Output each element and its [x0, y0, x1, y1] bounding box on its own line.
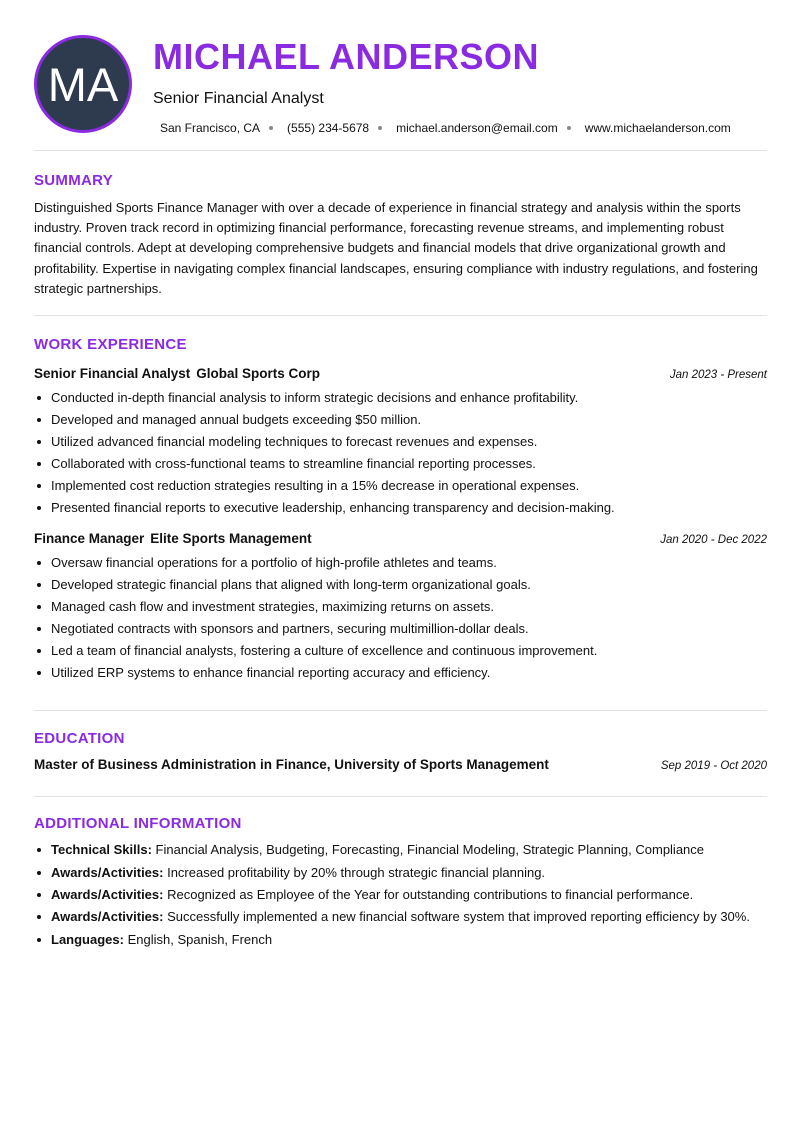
contact-location-text: San Francisco, CA [160, 121, 261, 135]
education-section [34, 711, 767, 797]
additional-list [34, 840, 767, 950]
list-item: Managed cash flow and investment strategies, maximizing returns on assets. [34, 596, 767, 618]
list-item: Oversaw financial operations for a portfolio of high-profile athletes and teams. [34, 552, 767, 574]
item-label: Awards/Activities: [51, 886, 164, 902]
list-item [34, 907, 767, 927]
job-dates: Jan 2020 - Dec 2022 [660, 533, 767, 546]
list-item: Presented financial reports to executive leadership, enhancing transparency and decision-making. [34, 497, 767, 519]
job-header [34, 531, 767, 546]
job-role: Finance Manager [34, 530, 145, 546]
candidate-title: Senior Financial Analyst [153, 90, 324, 107]
resume-header [34, 0, 767, 151]
contact-phone [287, 121, 396, 135]
education-degree: Master of Business Administration in Finance, University of Sports Management [34, 757, 549, 773]
list-item [34, 885, 767, 905]
summary-heading: SUMMARY [34, 172, 114, 189]
summary-text: Distinguished Sports Finance Manager with over a decade of experience in financial strategy and analysis within the sports industry. Proven track record in optimizing financial performance, forecasting revenue streams, and implementing robust financial controls. Adept at developing comprehensive budgets and financial models that drive organizational growth and profitability. Expertise in navigating complex financial landscapes, ensuring compliance with industry regulations, and fostering strategic partnerships. [34, 200, 758, 296]
job-entry [34, 531, 767, 685]
job-dates: Jan 2023 - Present [669, 369, 767, 382]
item-text: Successfully implemented a new financial software system that improved reporting efficiency by 30%. [167, 909, 750, 925]
job-bullets [34, 552, 767, 685]
job-company: Global Sports Corp [196, 366, 321, 382]
list-item: Led a team of financial analysts, fostering a culture of excellence and continuous improvement. [34, 640, 767, 662]
list-item: Utilized advanced financial modeling techniques to forecast revenues and expenses. [34, 431, 767, 453]
contact-website [585, 121, 731, 135]
list-item: Collaborated with cross-functional teams to streamline financial reporting processes. [34, 453, 767, 475]
item-label: Awards/Activities: [51, 909, 164, 925]
list-item: Conducted in-depth financial analysis to inform strategic decisions and enhance profitability. [34, 387, 767, 409]
item-text: Increased profitability by 20% through strategic financial planning. [167, 864, 546, 880]
separator-dot-icon [567, 126, 571, 130]
list-item: Developed and managed annual budgets exceeding $50 million. [34, 409, 767, 431]
job-title [34, 366, 320, 381]
job-role: Senior Financial Analyst [34, 366, 191, 382]
contact-info [160, 121, 731, 135]
contact-phone-text: (555) 234-5678 [287, 121, 370, 135]
separator-dot-icon [269, 126, 273, 130]
list-item: Utilized ERP systems to enhance financial reporting accuracy and efficiency. [34, 662, 767, 684]
job-bullets [34, 387, 767, 520]
item-text: English, Spanish, French [127, 931, 273, 947]
list-item: Implemented cost reduction strategies resulting in a 15% decrease in operational expenses. [34, 475, 767, 497]
item-label: Awards/Activities: [51, 864, 164, 880]
item-text: Recognized as Employee of the Year for outstanding contributions to financial performance. [167, 886, 694, 902]
list-item [34, 840, 767, 860]
list-item: Negotiated contracts with sponsors and partners, securing multimillion-dollar deals. [34, 618, 767, 640]
additional-information-heading: ADDITIONAL INFORMATION [34, 815, 242, 833]
separator-dot-icon [378, 126, 382, 130]
additional-information-section [34, 797, 767, 950]
list-item: Developed strategic financial plans that aligned with long-term organizational goals. [34, 574, 767, 596]
contact-website-text: www.michaelanderson.com [584, 121, 731, 135]
list-item [34, 930, 767, 950]
job-header [34, 366, 767, 381]
work-experience-heading: WORK EXPERIENCE [34, 336, 187, 354]
job-title [34, 531, 312, 546]
item-label: Languages: [51, 931, 124, 947]
education-heading: EDUCATION [34, 730, 125, 748]
avatar-initials: MA [47, 57, 119, 111]
summary-section [34, 151, 767, 316]
contact-email-text: michael.anderson@email.com [396, 121, 558, 135]
contact-email [396, 121, 585, 135]
item-label: Technical Skills: [51, 842, 152, 858]
resume-page [34, 0, 767, 952]
item-text: Financial Analysis, Budgeting, Forecasting, Financial Modeling, Strategic Planning, Compliance [155, 842, 705, 858]
job-entry [34, 366, 767, 520]
avatar [34, 35, 132, 133]
candidate-name: MICHAEL ANDERSON [153, 36, 540, 77]
education-entry [34, 757, 767, 772]
education-dates: Sep 2019 - Oct 2020 [660, 760, 767, 773]
list-item [34, 863, 767, 883]
job-company: Elite Sports Management [150, 530, 312, 546]
contact-location [160, 121, 287, 135]
work-experience-section [34, 316, 767, 711]
